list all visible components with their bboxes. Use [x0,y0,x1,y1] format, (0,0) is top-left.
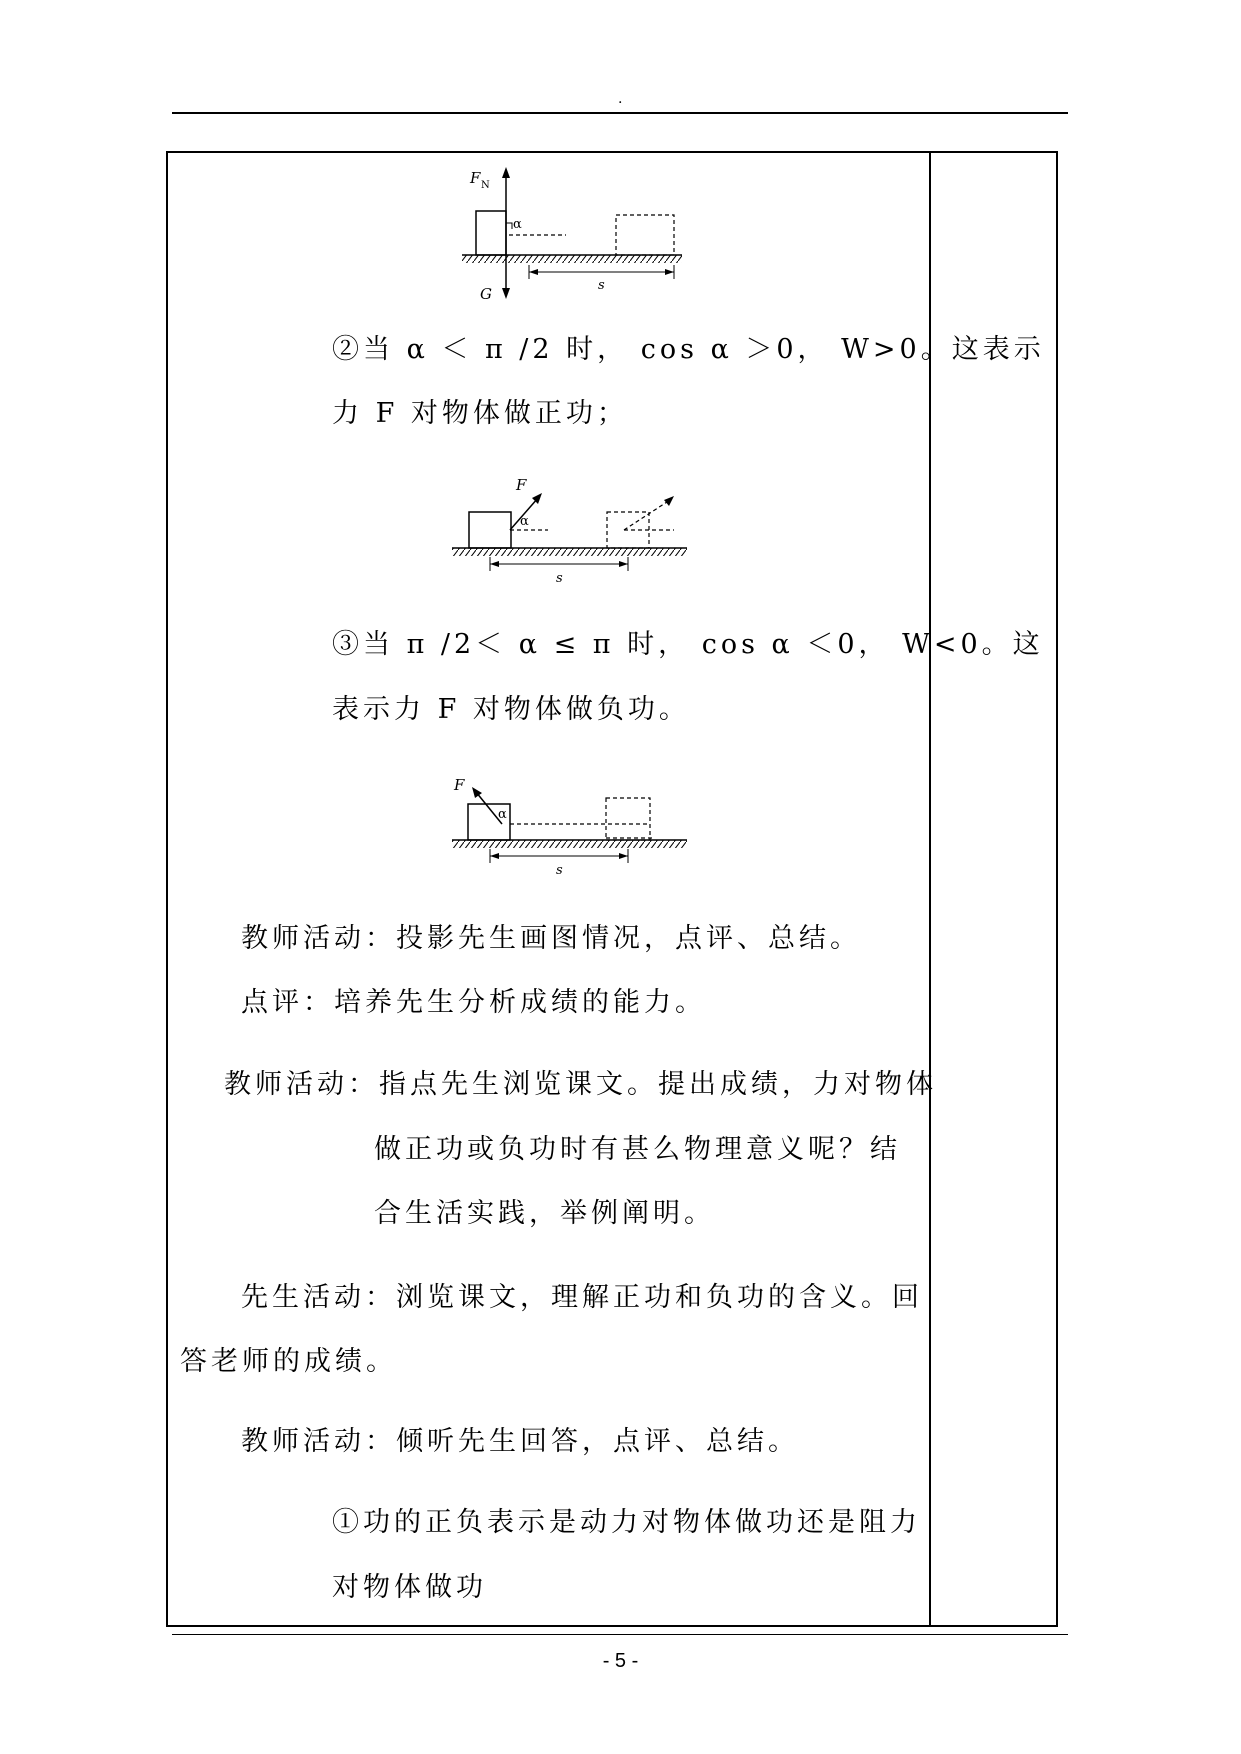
block [469,512,511,548]
distance-arrow-left [529,269,538,275]
distance-arrow-right [665,269,674,275]
force-label: F [470,169,481,187]
force-arrowhead-dashed [664,496,674,506]
ground-hatching [462,255,682,263]
angle-label: α [520,514,529,529]
teacher-activity-2-line2: 做正功或负功时有甚么物理意义呢？结 [374,1134,901,1165]
force-label: F [516,478,527,494]
distance-arrow-right [619,853,628,859]
figure-negative-work [452,770,692,880]
table-frame [166,151,1058,1627]
figure-perpendicular-force [462,165,687,305]
angle-label: α [498,807,507,822]
distance-arrow-right [619,561,628,567]
gravity-arrowhead [502,288,510,299]
page-number: - 5 - [602,1650,639,1672]
angle-label: α [513,217,522,232]
ground-hatching [452,548,687,556]
block-dashed [616,215,674,255]
ground-hatching [452,840,687,848]
force-vector-dashed [624,500,670,530]
teacher-activity-2-line3: 合生活实践，举例阐明。 [374,1198,715,1229]
teacher-activity-3: 教师活动：倾听先生回答，点评、总结。 [241,1426,799,1457]
right-angle-mark [506,223,512,229]
distance-label: s [556,571,563,586]
point1-line1: ①功的正负表示是动力对物体做功还是阻力 [332,1507,921,1538]
distance-arrow-left [490,853,499,859]
case3-line1: ③当 π /2＜ α ≤ π 时， cos α ＜0， W<0。这 [332,629,1044,660]
footer-rule [172,1634,1068,1635]
block-dashed [606,798,650,840]
student-activity-line2: 答老师的成绩。 [180,1346,397,1377]
force-label: F [454,776,465,794]
header-rule [172,112,1068,114]
distance-label: s [556,863,563,878]
teacher-activity-2-line1: 教师活动：指点先生浏览课文。提出成绩，力对物体 [224,1069,937,1100]
block [476,211,506,255]
comment: 点评：培养先生分析成绩的能力。 [241,987,706,1018]
case2-line1: ②当 α ＜ π /2 时， cos α ＞0， W>0。这表示 [332,334,1045,365]
force-arrowhead [502,167,510,178]
gravity-label: G [480,285,492,303]
teacher-activity-1: 教师活动：投影先生画图情况，点评、总结。 [241,923,861,954]
table-column-divider [929,151,931,1627]
case3-line2: 表示力 F 对物体做负功。 [332,694,690,725]
student-activity-line1: 先生活动：浏览课文，理解正功和负功的含义。回 [241,1282,923,1313]
header-dot: . [618,91,623,107]
case2-line2: 力 F 对物体做正功； [332,398,628,429]
distance-arrow-left [490,561,499,567]
figure-positive-work [452,478,692,588]
point1-line2: 对物体做功 [332,1572,487,1603]
force-subscript: N [481,180,490,191]
distance-label: s [598,278,605,293]
